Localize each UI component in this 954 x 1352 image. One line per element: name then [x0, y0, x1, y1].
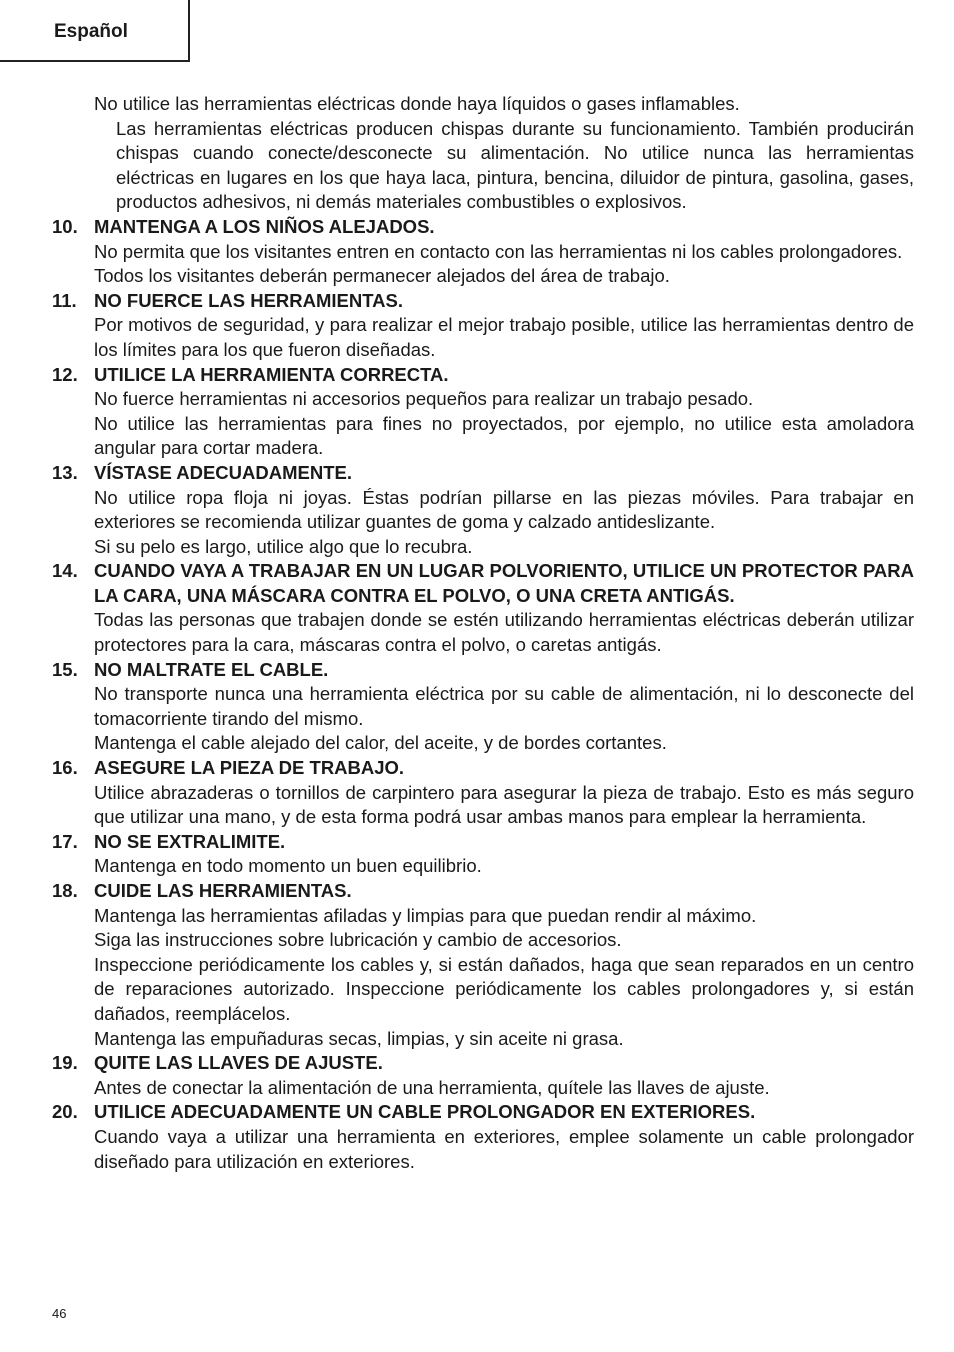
item-paragraph: Inspeccione periódicamente los cables y, si están dañados, haga que sean reparados en un centro de reparaciones autorizado. Inspeccione periódicamente los cables prolongadores y, si están dañados, reemplácelos.	[94, 953, 914, 1024]
item-title: CUANDO VAYA A TRABAJAR EN UN LUGAR POLVORIENTO, UTILICE UN PROTECTOR PARA LA CARA, UNA MÁSCARA CONTRA EL POLVO, O UNA CRETA ANTIGÁS.	[94, 560, 914, 606]
language-tab	[0, 0, 190, 62]
item-paragraph: Todos los visitantes deberán permanecer alejados del área de trabajo.	[94, 265, 670, 287]
item-number: 13.	[52, 461, 78, 483]
item-19	[0, 1051, 954, 1100]
item-paragraph: No utilice ropa floja ni joyas. Éstas podrían pillarse en las piezas móviles. Para trabajar en exteriores se recomienda utilizar guantes de goma y calzado antideslizante.	[94, 486, 914, 533]
item-number: 15.	[52, 658, 78, 680]
item-14	[0, 559, 954, 657]
item-title: UTILICE LA HERRAMIENTA CORRECTA.	[94, 363, 449, 385]
item-number: 10.	[52, 215, 78, 237]
item-paragraph: Mantenga las herramientas afiladas y limpias para que puedan rendir al máximo.	[94, 904, 757, 926]
item-11	[0, 289, 954, 363]
item-title: NO MALTRATE EL CABLE.	[94, 658, 329, 680]
safety-instructions	[0, 92, 954, 1174]
item-20	[0, 1100, 954, 1174]
item-number: 18.	[52, 880, 78, 901]
item-number: 16.	[52, 757, 78, 779]
item-paragraph: Mantenga el cable alejado del calor, del aceite, y de bordes cortantes.	[94, 732, 667, 754]
item-paragraph: Todas las personas que trabajen donde se estén utilizando herramientas eléctricas deberán utilizar protectores para la cara, máscaras contra el polvo, o caretas antigás.	[94, 609, 914, 656]
item-number: 11.	[52, 289, 77, 311]
item-15	[0, 658, 954, 756]
item-paragraph: Utilice abrazaderas o tornillos de carpintero para asegurar la pieza de trabajo. Esto es más seguro que utilizar una mano, y de esta forma podrá usar ambas manos para emplear la herramienta.	[94, 781, 914, 828]
item-title: NO SE EXTRALIMITE.	[94, 830, 286, 852]
item-13	[0, 461, 954, 559]
page-number: 46	[52, 1306, 67, 1321]
item-paragraph: Por motivos de seguridad, y para realizar el mejor trabajo posible, utilice las herramientas dentro de los límites para los que fueron diseñadas.	[94, 314, 914, 360]
item-paragraph: Siga las instrucciones sobre lubricación y cambio de accesorios.	[94, 929, 622, 951]
item-paragraph: Mantenga en todo momento un buen equilibrio.	[94, 855, 482, 877]
item-paragraph: No fuerce herramientas ni accesorios pequeños para realizar un trabajo pesado.	[94, 388, 754, 410]
item-number: 17.	[52, 830, 78, 852]
item-paragraph: Antes de conectar la alimentación de una herramienta, quítele las llaves de ajuste.	[94, 1076, 770, 1098]
item-paragraph: Cuando vaya a utilizar una herramienta en exteriores, emplee solamente un cable prolongador diseñado para utilización en exteriores.	[94, 1125, 914, 1172]
intro-title: No utilice las herramientas eléctricas donde haya líquidos o gases inflamables.	[94, 93, 740, 114]
item-paragraph: Si su pelo es largo, utilice algo que lo recubra.	[94, 535, 473, 557]
item-title: UTILICE ADECUADAMENTE UN CABLE PROLONGADOR EN EXTERIORES.	[94, 1101, 756, 1123]
item-number: 14.	[52, 560, 78, 582]
item-title: MANTENGA A LOS NIÑOS ALEJADOS.	[94, 215, 435, 237]
item-title: ASEGURE LA PIEZA DE TRABAJO.	[94, 757, 405, 779]
item-12	[0, 363, 954, 461]
item-paragraph: Mantenga las empuñaduras secas, limpias, y sin aceite ni grasa.	[94, 1027, 624, 1049]
item-10	[0, 215, 954, 289]
item-number: 12.	[52, 363, 78, 385]
intro-body: Las herramientas eléctricas producen chispas durante su funcionamiento. También producirán chispas cuando conecte/desconecte su alimentación. No utilice nunca las herramientas eléctricas en lugares en los que haya laca, pintura, bencina, diluidor de pintura, gasolina, gases, productos adhesivos, ni demás materiales combustibles o explosivos.	[116, 117, 914, 213]
item-18	[0, 879, 954, 1051]
item-16	[0, 756, 954, 830]
item-number: 19.	[52, 1052, 78, 1074]
item-title: NO FUERCE LAS HERRAMIENTAS.	[94, 289, 404, 311]
item-paragraph: No permita que los visitantes entren en contacto con las herramientas ni los cables prolongadores.	[94, 240, 903, 262]
item-title: CUIDE LAS HERRAMIENTAS.	[94, 880, 352, 901]
language-label: Español	[54, 21, 128, 42]
item-paragraph: No transporte nunca una herramienta eléctrica por su cable de alimentación, ni lo desconecte del tomacorriente tirando del mismo.	[94, 683, 914, 729]
item-paragraph: No utilice las herramientas para fines no proyectados, por ejemplo, no utilice esta amoladora angular para cortar madera.	[94, 412, 914, 459]
item-17	[0, 830, 954, 879]
item-title: VÍSTASE ADECUADAMENTE.	[94, 461, 352, 483]
item-number: 20.	[52, 1101, 78, 1123]
item-title: QUITE LAS LLAVES DE AJUSTE.	[94, 1052, 383, 1074]
